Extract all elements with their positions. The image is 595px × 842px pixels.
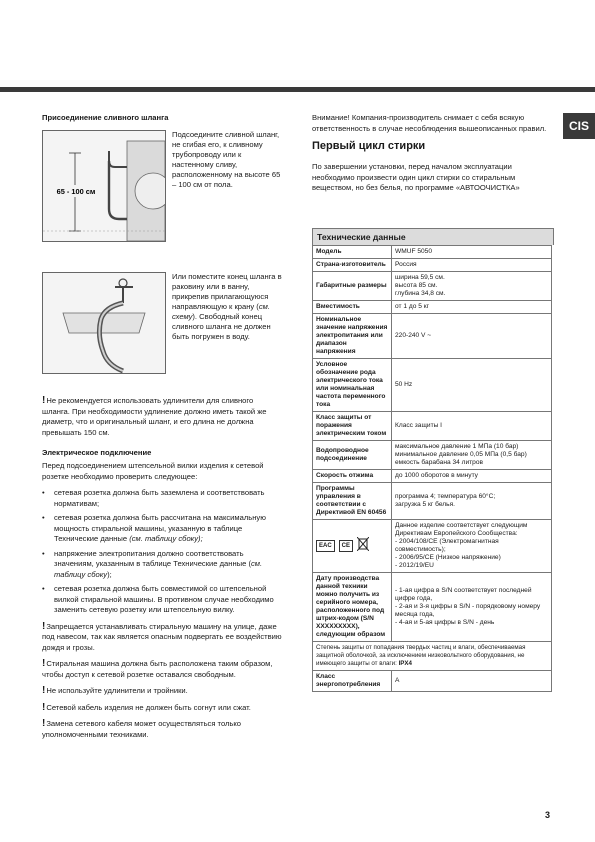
- drain-heading: Присоединение сливного шланга: [42, 113, 169, 122]
- warning-outdoor: [42, 622, 282, 654]
- table-row: [313, 641, 552, 670]
- wheelie-bin-svg: [357, 537, 369, 551]
- warning-text: Замена сетевого кабеля может осуществляться только уполномоченными техниками.: [42, 719, 242, 739]
- table-row: [313, 519, 552, 572]
- height-range-label: 65 - 100 см: [56, 187, 96, 196]
- right-column: [312, 113, 552, 692]
- table-row: [313, 245, 552, 258]
- protection-text: Степень защиты от попадания твердых частиц и влаги, обеспечиваемая защитной оболочкой, за исключением низковольтного оборудования, не имеющего защиты от влаги:: [316, 643, 526, 667]
- spec-key: Класс защиты от поражения электрическим током: [313, 411, 392, 440]
- spec-value: максимальное давление 1 МПа (10 бар) минимальное давление 0,05 МПа (0,5 бар) емкость барабана 34 литров: [392, 440, 552, 469]
- cert-marks: [316, 537, 388, 554]
- warning-text: Стиральная машина должна быть расположена таким образом, чтобы доступ к сетевой розетке оставался свободным.: [42, 659, 273, 679]
- date-value: - 1-ая цифра в S/N соответствует последней цифре года, - 2-ая и 3-я цифры в S/N - порядковому номеру месяца года, - 4-ая и 5-ая цифры в S/N - день: [392, 572, 552, 641]
- electrical-heading: Электрическое подключение: [42, 448, 152, 457]
- warning-icon: !: [42, 620, 46, 632]
- spec-value: от 1 до 5 кг: [392, 300, 552, 313]
- warning-icon: !: [42, 685, 46, 696]
- drain-wall-diagram: [43, 131, 165, 241]
- warning-extensions: [42, 686, 282, 697]
- electrical-checklist: [42, 488, 282, 616]
- spec-key: Номинальное значение напряжения электропитания или диапазон напряжения: [313, 313, 392, 358]
- warning-access: [42, 659, 282, 680]
- protection-cell: [313, 641, 552, 670]
- spec-key: Скорость отжима: [313, 469, 392, 482]
- warning-replace: [42, 719, 282, 740]
- list-item-text: напряжение электропитания должно соответствовать значениям, указанным в таблице Технические данные (: [54, 548, 251, 568]
- warning-icon: !: [42, 395, 46, 406]
- region-tab: [563, 113, 595, 139]
- table-row: [313, 482, 552, 519]
- protection-code: IPX4: [398, 659, 412, 667]
- drain-sink-text-b: ). Свободный конец сливного шланга не должен быть погружен в воду.: [172, 312, 271, 341]
- spec-key: Габаритные размеры: [313, 271, 392, 300]
- left-column: [42, 113, 282, 746]
- spec-key: Программы управления в соответствии с Директивой EN 60456: [313, 482, 392, 519]
- top-rule: [0, 87, 595, 92]
- drain-wall-text: Подсоедините сливной шланг, не сгибая его, к сливному трубопроводу или к настенному сливу, расположенному на высоте 65 – 100 см от пола.: [172, 130, 281, 189]
- spec-value: до 1000 оборотов в минуту: [392, 469, 552, 482]
- warning-text: Сетевой кабель изделия не должен быть согнут или сжат.: [46, 702, 251, 712]
- spec-value: Россия: [392, 258, 552, 271]
- table-row: [313, 572, 552, 641]
- spec-key: Условное обозначение рода электрического тока или номинальная частота переменного тока: [313, 358, 392, 411]
- ce-mark-icon: CE: [339, 540, 353, 552]
- extension-warning: [42, 396, 282, 438]
- energy-value: A: [392, 670, 552, 691]
- list-item-text: сетевая розетка должна быть заземлена и соответствовать нормативам;: [54, 488, 265, 508]
- wheelie-bin-icon: [357, 537, 369, 554]
- list-item: [42, 584, 282, 616]
- drain-wall-illustration: [42, 130, 166, 242]
- table-row: [313, 258, 552, 271]
- spec-table: [312, 245, 552, 692]
- drain-sink-diagram: [43, 273, 165, 373]
- extension-warning-text: Не рекомендуется использовать удлинители для сливного шланга. При необходимости удлинение должно иметь такой же диаметр, что и оригинальный шланг, и его длина не должна превышать 150 см.: [42, 396, 267, 437]
- spec-key: Страна-изготовитель: [313, 258, 392, 271]
- list-item-text: сетевая розетка должна быть рассчитана на максимальную мощность стиральной машины, указанную в таблице Технические данные: [54, 513, 266, 543]
- list-item-em: (см. таблицу сбоку);: [129, 534, 203, 543]
- spec-table-title: Технические данные: [312, 228, 554, 245]
- table-row: [313, 670, 552, 691]
- list-item: [42, 549, 282, 581]
- cert-text: Данное изделие соответствует следующим Директивам Европейского Сообщества: - 2004/108/CE (Электромагнитная совместимость); - 2006/95/CE (Низкое напряжение) - 2012/19/EU: [392, 519, 552, 572]
- spec-table-extra: [313, 519, 552, 691]
- liability-notice: Внимание! Компания-производитель снимает с себя всякую ответственность в случае несоблюдения вышеописанных правил.: [312, 113, 547, 133]
- table-row: [313, 300, 552, 313]
- cert-marks-cell: [313, 519, 392, 572]
- energy-key: Класс энергопотребления: [313, 670, 392, 691]
- table-row: [313, 440, 552, 469]
- table-row: [313, 313, 552, 358]
- drain-sink-illustration: [42, 272, 166, 374]
- first-cycle-text: По завершении установки, перед началом эксплуатации необходимо произвести один цикл стирки со стиральным веществом, но без белья, по программе «АВТООЧИСТКА»: [312, 162, 520, 192]
- region-tab-label: CIS: [568, 119, 589, 133]
- warning-icon: !: [42, 701, 46, 713]
- warning-text: Не используйте удлинители и тройники.: [46, 686, 188, 695]
- table-row: [313, 411, 552, 440]
- warning-icon: !: [42, 718, 46, 729]
- spec-value: 220-240 V ~: [392, 313, 552, 358]
- spec-key: Модель: [313, 245, 392, 258]
- spec-value: 50 Hz: [392, 358, 552, 411]
- list-item-text: сетевая розетка должна быть совместимой со штепсельной вилкой стиральной машины. В противном случае необходимо заменить сетевую розетку или штепсельную вилку.: [54, 584, 274, 614]
- electrical-intro: Перед подсоединением штепсельной вилки изделия к сетевой розетке необходимо проверить следующее:: [42, 461, 264, 481]
- warning-icon: !: [42, 658, 46, 669]
- spec-value: ширина 59,5 см. высота 85 см. глубина 34,8 см.: [392, 271, 552, 300]
- table-row: [313, 271, 552, 300]
- drain-figure-row-1: [42, 130, 282, 242]
- drain-sink-text-a: Или поместите конец шланга в раковину или в ванну, прикрепив прилагающуюся направляющую к крану (: [172, 272, 282, 311]
- spec-key: Водопроводное подсоединение: [313, 440, 392, 469]
- spec-value: WMUF 5050: [392, 245, 552, 258]
- list-item-em: см. таблицу сбоку: [54, 559, 263, 579]
- spec-key: Вместимость: [313, 300, 392, 313]
- warning-text: Запрещается устанавливать стиральную машину на улице, даже под навесом, так как является опасным подвергать ее воздействию дождя и грозы.: [42, 621, 282, 652]
- warning-cable: [42, 703, 282, 714]
- drain-sink-text: [172, 272, 282, 342]
- first-cycle-heading: Первый цикл стирки: [312, 140, 426, 152]
- list-item: [42, 513, 282, 545]
- list-item: [42, 488, 282, 509]
- spec-value: Класс защиты I: [392, 411, 552, 440]
- list-item-tail: );: [107, 569, 112, 579]
- drain-figure-row-2: [42, 272, 282, 384]
- spec-table-body: [313, 245, 552, 519]
- table-row: [313, 358, 552, 411]
- drain-sink-text-em: см. схему: [172, 302, 270, 321]
- page-number: 3: [545, 810, 551, 820]
- eac-mark-icon: EAC: [316, 540, 335, 552]
- spec-value: программа 4; температура 60°С; загрузка 5 кг белья.: [392, 482, 552, 519]
- date-key: Дату производства данной техники можно получить из серийного номера, расположенного под штрих-кодом (S/N XXXXXXXXX), следующим образом: [313, 572, 392, 641]
- table-row: [313, 469, 552, 482]
